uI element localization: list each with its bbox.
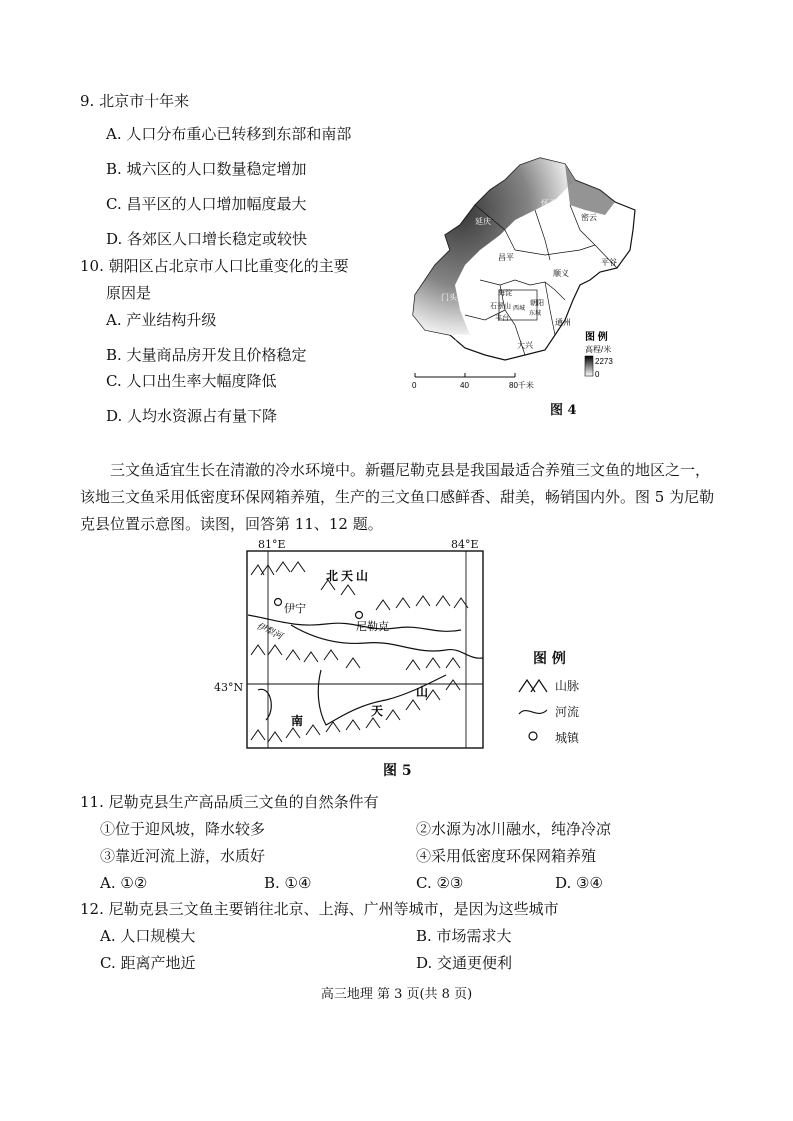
passage: 三文鱼适宜生长在清澈的冷水环境中。新疆尼勒克县是我国最适合养殖三文鱼的地区之一，该地三文鱼采用低密度环保网箱养殖，生产的三文鱼口感鲜香、甜美，畅销国内外。图 5 为尼勒克县位置示意图。读图，回答第 11、12 题。	[80, 461, 715, 533]
town-icon	[529, 732, 537, 740]
q11-item-2: ②水源为冰川融水，纯净冷凉	[416, 820, 612, 838]
district-label: 怀柔	[541, 199, 557, 208]
legend-unit: 高程/米	[585, 345, 612, 354]
mountain-icon	[519, 680, 547, 692]
label-nileke: 尼勒克	[356, 621, 389, 633]
label-beitianshan: 北 天 山	[326, 569, 369, 583]
label-nan: 南	[291, 714, 304, 728]
district-label: 海淀	[498, 290, 512, 297]
legend-min: 0	[595, 370, 600, 379]
label-shan: 山	[416, 685, 429, 699]
q11-option-a: A. ①②	[100, 874, 148, 892]
nileke-map	[246, 550, 486, 750]
district-label: 大兴	[517, 341, 533, 350]
label-yining: 伊宁	[284, 603, 306, 615]
q11-option-c: C. ②③	[416, 874, 464, 892]
q10-option-c: C. 人口出生率大幅度降低	[106, 372, 277, 390]
q11-item-3: ③靠近河流上游，水质好	[100, 847, 266, 865]
q10-option-b: B. 大量商品房开发且价格稳定	[106, 346, 307, 364]
fig5-caption: 图 5	[383, 763, 412, 779]
page-footer: 高三地理 第 3 页(共 8 页)	[320, 987, 473, 1002]
scale-80: 80千米	[509, 381, 534, 390]
q9-option-d: D. 各郊区人口增长稳定或较快	[106, 230, 308, 248]
district-label: 密云	[581, 213, 597, 222]
fig5-legend-title: 图 例	[533, 651, 566, 667]
q12-stem: 12. 尼勒克县三文鱼主要销往北京、上海、广州等城市，是因为这些城市	[80, 900, 559, 918]
district-label: 延庆	[475, 217, 491, 226]
scale-0: 0	[412, 381, 417, 390]
q9-option-c: C. 昌平区的人口增加幅度最大	[106, 195, 307, 213]
fig5-legend-symbols	[515, 674, 555, 749]
q10-stem-2: 原因是	[106, 284, 152, 302]
lon-81: 81°E	[258, 538, 286, 551]
q12-option-c: C. 距离产地近	[100, 954, 196, 972]
q12-option-d: D. 交通更便利	[416, 954, 513, 972]
q12-option-b: B. 市场需求大	[416, 927, 512, 945]
scale-40: 40	[460, 381, 469, 390]
district-label: 房山	[455, 333, 471, 342]
q10-stem: 10. 朝阳区占北京市人口比重变化的主要	[80, 257, 349, 275]
fig4-caption: 图 4	[550, 403, 577, 418]
town-nileke	[356, 612, 363, 619]
district-label: 东城	[529, 311, 542, 317]
legend-town: 城镇	[555, 731, 580, 745]
q11-stem: 11. 尼勒克县生产高品质三文鱼的自然条件有	[80, 793, 379, 811]
legend-title: 图 例	[585, 332, 608, 343]
label-tian: 天	[371, 704, 384, 718]
q11-item-1: ①位于迎风坡，降水较多	[100, 820, 266, 838]
town-yining	[275, 599, 282, 606]
legend-mountain: 山脉	[555, 679, 580, 693]
q11-option-d: D. ③④	[555, 874, 603, 892]
q12-option-a: A. 人口规模大	[100, 927, 196, 945]
q9-option-b: B. 城六区的人口数量稳定增加	[106, 160, 307, 178]
q11-option-b: B. ①④	[264, 874, 312, 892]
legend-max: 2273	[595, 357, 613, 366]
q9-stem: 9. 北京市十年来	[80, 92, 190, 110]
river-icon	[519, 710, 547, 714]
district-label: 平谷	[601, 258, 617, 267]
district-label: 门头沟	[441, 293, 465, 302]
district-label: 石景山	[490, 303, 511, 310]
district-label: 西城	[513, 306, 526, 312]
lat-43: 43°N	[214, 681, 244, 694]
beijing-map	[405, 150, 645, 400]
elevation-bar	[585, 356, 593, 376]
q9-option-a: A. 人口分布重心已转移到东部和南部	[106, 125, 352, 143]
district-label: 通州	[555, 318, 571, 327]
label-river: 伊犁河	[255, 620, 284, 642]
q11-item-4: ④采用低密度环保网箱养殖	[416, 847, 597, 865]
district-label: 丰台	[495, 315, 509, 322]
q10-option-a: A. 产业结构升级	[106, 311, 217, 329]
lon-84: 84°E	[451, 538, 479, 551]
district-label: 朝阳	[530, 300, 544, 307]
district-label: 顺义	[553, 269, 569, 278]
district-label: 昌平	[498, 253, 514, 262]
q10-option-d: D. 人均水资源占有量下降	[106, 407, 278, 425]
legend-river: 河流	[555, 705, 580, 719]
